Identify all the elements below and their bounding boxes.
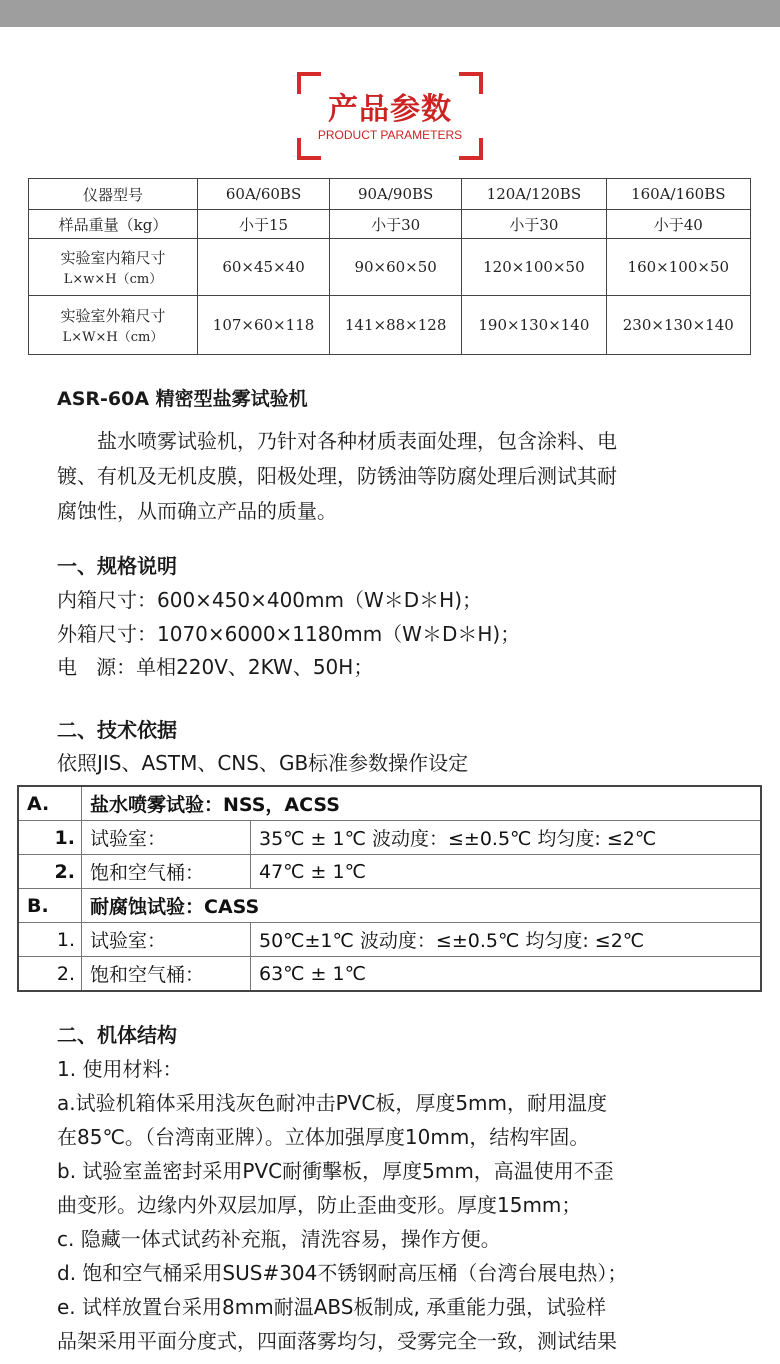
- row-label-line2: L×W×H（cm）: [62, 330, 164, 345]
- intro-line: 镀、有机及无机皮膜，阳极处理，防锈油等防腐处理后测试其耐: [57, 464, 617, 488]
- table-cell: 90×60×50: [330, 239, 462, 296]
- table-cell: 190×130×140: [462, 296, 606, 355]
- spec-heading: 一、规格说明: [57, 554, 177, 578]
- section-title: 盐水喷雾试验：NSS，ACSS: [82, 786, 762, 821]
- basis-text: 依照JIS、ASTM、CNS、GB标准参数操作设定: [57, 751, 469, 775]
- header-cell: 仪器型号: [29, 179, 198, 210]
- row-label: [29, 296, 198, 355]
- row-number: 2.: [18, 855, 82, 889]
- row-label: 饱和空气桶：: [82, 855, 251, 889]
- structure-line: b. 试验室盖密封采用PVC耐衝擊板，厚度5mm，高温使用不歪: [57, 1159, 614, 1183]
- parameters-table: [28, 178, 751, 355]
- header-cell: 120A/120BS: [462, 179, 606, 210]
- table-row: [18, 821, 761, 855]
- row-label: [29, 239, 198, 296]
- header-cell: 90A/90BS: [330, 179, 462, 210]
- table-cell: 230×130×140: [606, 296, 750, 355]
- table-cell: 小于30: [330, 210, 462, 239]
- intro-line: 盐水喷雾试验机，乃针对各种材质表面处理，包含涂料、电: [57, 429, 617, 453]
- top-bar: [0, 0, 780, 27]
- row-number: 1.: [18, 923, 82, 957]
- row-label-line1: 实验室外箱尺寸: [60, 307, 166, 325]
- table-row: [29, 179, 751, 210]
- section-title: 耐腐蚀试验：CASS: [82, 889, 762, 923]
- table-cell: 160×100×50: [606, 239, 750, 296]
- title-en: PRODUCT PARAMETERS: [317, 128, 463, 142]
- structure-heading: 二、机体结构: [57, 1023, 177, 1047]
- table-cell: 小于40: [606, 210, 750, 239]
- row-label: 样品重量（kg）: [29, 210, 198, 239]
- table-cell: 120×100×50: [462, 239, 606, 296]
- header-cell: 60A/60BS: [198, 179, 330, 210]
- table-cell: 107×60×118: [198, 296, 330, 355]
- table-row: [29, 210, 751, 239]
- title-cn: 产品参数: [328, 92, 452, 127]
- row-label: 试验室：: [82, 821, 251, 855]
- intro-line: 腐蚀性，从而确立产品的质量。: [57, 499, 337, 523]
- row-label-line2: L×w×H（cm）: [63, 272, 163, 287]
- table-row: [18, 957, 761, 992]
- row-value: 35℃ ± 1℃ 波动度：≤±0.5℃ 均匀度: ≤2℃: [251, 821, 762, 855]
- structure-line: 曲变形。边缘内外双层加厚，防止歪曲变形。厚度15mm；: [57, 1193, 582, 1217]
- structure-line: c. 隐藏一体式试药补充瓶，清洗容易，操作方便。: [57, 1227, 501, 1251]
- table-cell: 60×45×40: [198, 239, 330, 296]
- row-value: 63℃ ± 1℃: [251, 957, 762, 992]
- structure-line: 在85℃。（台湾南亚牌）。立体加强厚度10mm，结构牢固。: [57, 1125, 590, 1149]
- table-row: [18, 889, 761, 923]
- table-row: [29, 296, 751, 355]
- basis-heading: 二、技术依据: [57, 718, 177, 742]
- table-row: [18, 923, 761, 957]
- structure-line: 1. 使用材料：: [57, 1057, 183, 1081]
- row-number: 2.: [18, 957, 82, 992]
- row-label-line1: 实验室内箱尺寸: [60, 249, 166, 267]
- spec-line: 内箱尺寸：600×450×400mm（W＊D＊H)；: [57, 588, 483, 612]
- structure-line: e. 试样放置台采用8mm耐温ABS板制成, 承重能力强，试验样: [57, 1295, 607, 1319]
- product-title: ASR-60A 精密型盐雾试验机: [57, 388, 308, 410]
- row-number: 1.: [18, 821, 82, 855]
- structure-line: a.试验机箱体采用浅灰色耐冲击PVC板，厚度5mm，耐用温度: [57, 1091, 608, 1115]
- table-cell: 小于15: [198, 210, 330, 239]
- row-label: 饱和空气桶：: [82, 957, 251, 992]
- table-cell: 小于30: [462, 210, 606, 239]
- section-label: A.: [18, 786, 82, 821]
- spec-line: 电 源：单相220V、2KW、50H；: [57, 655, 374, 679]
- structure-line: d. 饱和空气桶采用SUS#304不锈钢耐高压桶（台湾台展电热）；: [57, 1261, 628, 1285]
- row-label: 试验室：: [82, 923, 251, 957]
- table-row: [18, 855, 761, 889]
- header-cell: 160A/160BS: [606, 179, 750, 210]
- row-value: 50℃±1℃ 波动度：≤±0.5℃ 均匀度: ≤2℃: [251, 923, 762, 957]
- row-value: 47℃ ± 1℃: [251, 855, 762, 889]
- spec-line: 外箱尺寸：1070×6000×1180mm（W＊D＊H)；: [57, 622, 521, 646]
- structure-line: 品架采用平面分度式，四面落雾均匀，受雾完全一致，测试结果: [57, 1329, 617, 1353]
- table-row: [29, 239, 751, 296]
- section-label: B.: [18, 889, 82, 923]
- table-cell: 141×88×128: [330, 296, 462, 355]
- test-conditions-table: [17, 785, 762, 992]
- product-parameters-badge: [297, 72, 483, 160]
- table-row: [18, 786, 761, 821]
